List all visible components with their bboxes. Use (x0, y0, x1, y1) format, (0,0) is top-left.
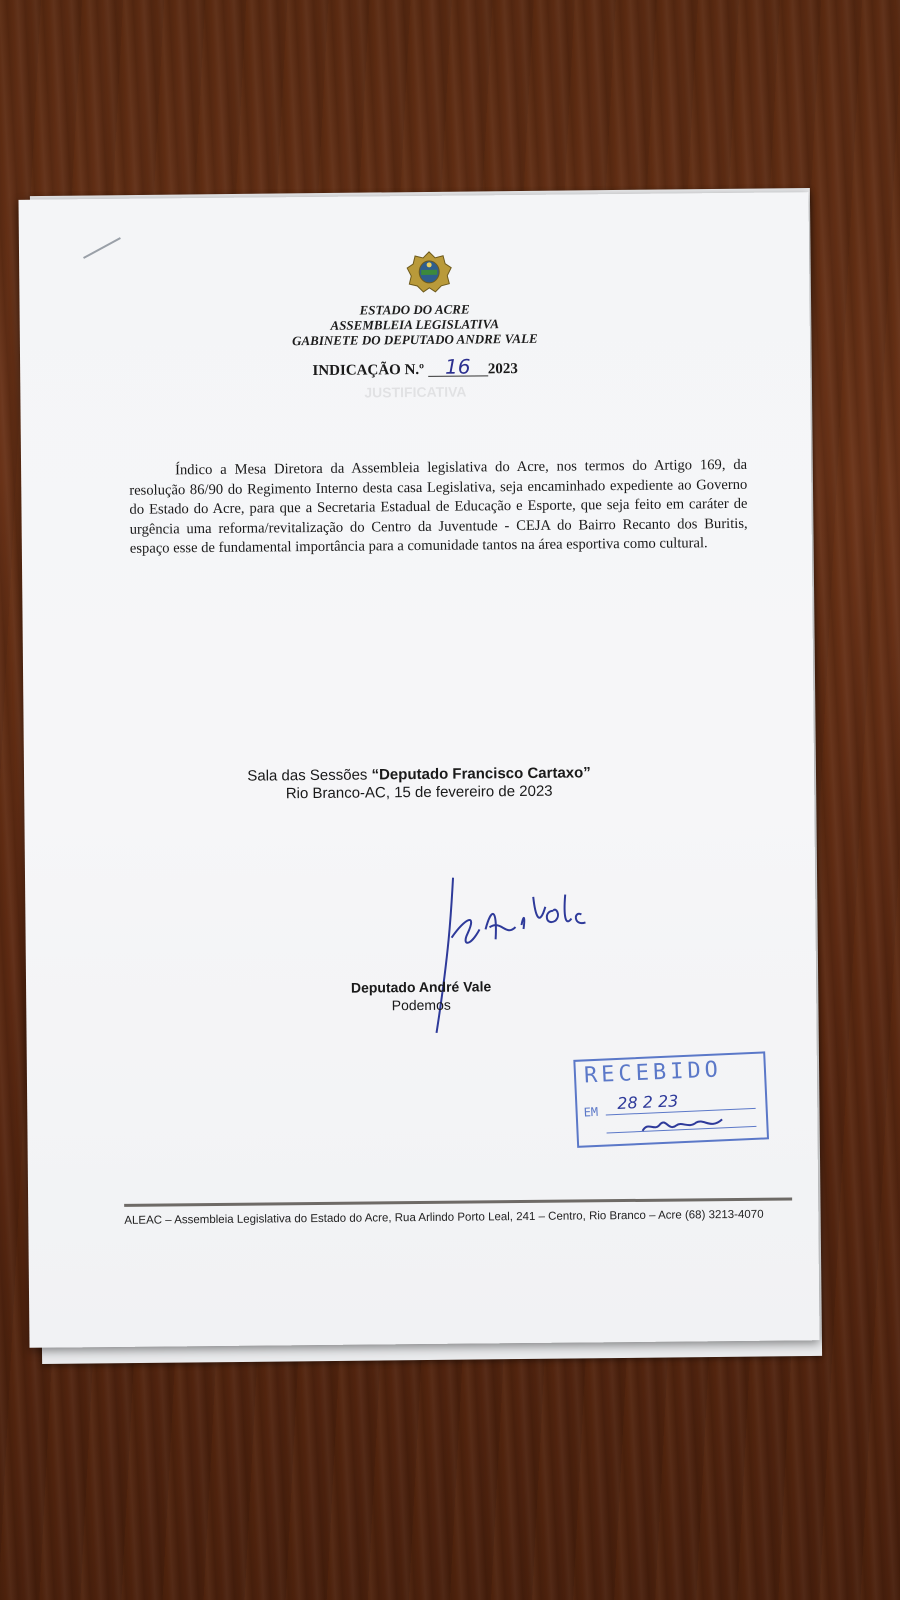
signatory-block (26, 974, 816, 1018)
session-room-prefix: Sala das Sessões (247, 766, 372, 785)
document-page (19, 192, 820, 1348)
place-date: Rio Branco-AC, 15 de fevereiro de 2023 (285, 782, 553, 803)
footer-divider (124, 1197, 792, 1206)
session-room-name: “Deputado Francisco Cartaxo” (371, 764, 591, 784)
indicacao-title (20, 354, 810, 383)
closing-block (24, 762, 814, 806)
indicacao-number: 16 (428, 357, 488, 377)
header-assembly: ASSEMBLEIA LEGISLATIVA (330, 316, 500, 333)
footer-address: ALEAC – Assembleia Legislativa do Estado do Acre, Rua Arlindo Porto Leal, 241 – Centro, Rio Branco – Acre (68) 3213-4070 (124, 1208, 764, 1227)
stamp-initials-signature (638, 1111, 739, 1137)
received-stamp (573, 1051, 769, 1147)
signatory-name: Deputado André Vale (350, 978, 492, 996)
staple-mark (83, 237, 121, 259)
stamp-em-label: EM (583, 1104, 599, 1120)
header-cabinet: GABINETE DO DEPUTADO ANDRE VALE (292, 330, 538, 349)
stamp-title: RECEBIDO (583, 1057, 723, 1089)
state-coat-of-arms-icon (405, 250, 453, 294)
indicacao-year: 2023 (487, 361, 518, 378)
stamp-date: 28 2 23 (616, 1091, 679, 1113)
header-state: ESTADO DO ACRE (359, 301, 470, 318)
body-paragraph: Índico a Mesa Diretora da Assembleia legislativa do Acre, nos termos do Artigo 169, da resolução 86/90 do Regimento Interno desta casa Legislativa, seja encaminhado expediente ao Governo do Estado do Acre, para que a Secretaria Estadual de Educação e Esporte, que seja feito em caráter de urgência uma reforma/revitalização do Centro da Juventude - CEJA do Bairro Recanto dos Buritis, espaço esse de fundamental importância para a comunidade tantos na área esportiva como cultural. (129, 456, 748, 557)
bleedthrough-heading: JUSTIFICATIVA (364, 383, 467, 401)
signatory-party: Podemos (391, 996, 451, 1014)
indicacao-prefix: INDICAÇÃO N.º (312, 361, 425, 380)
